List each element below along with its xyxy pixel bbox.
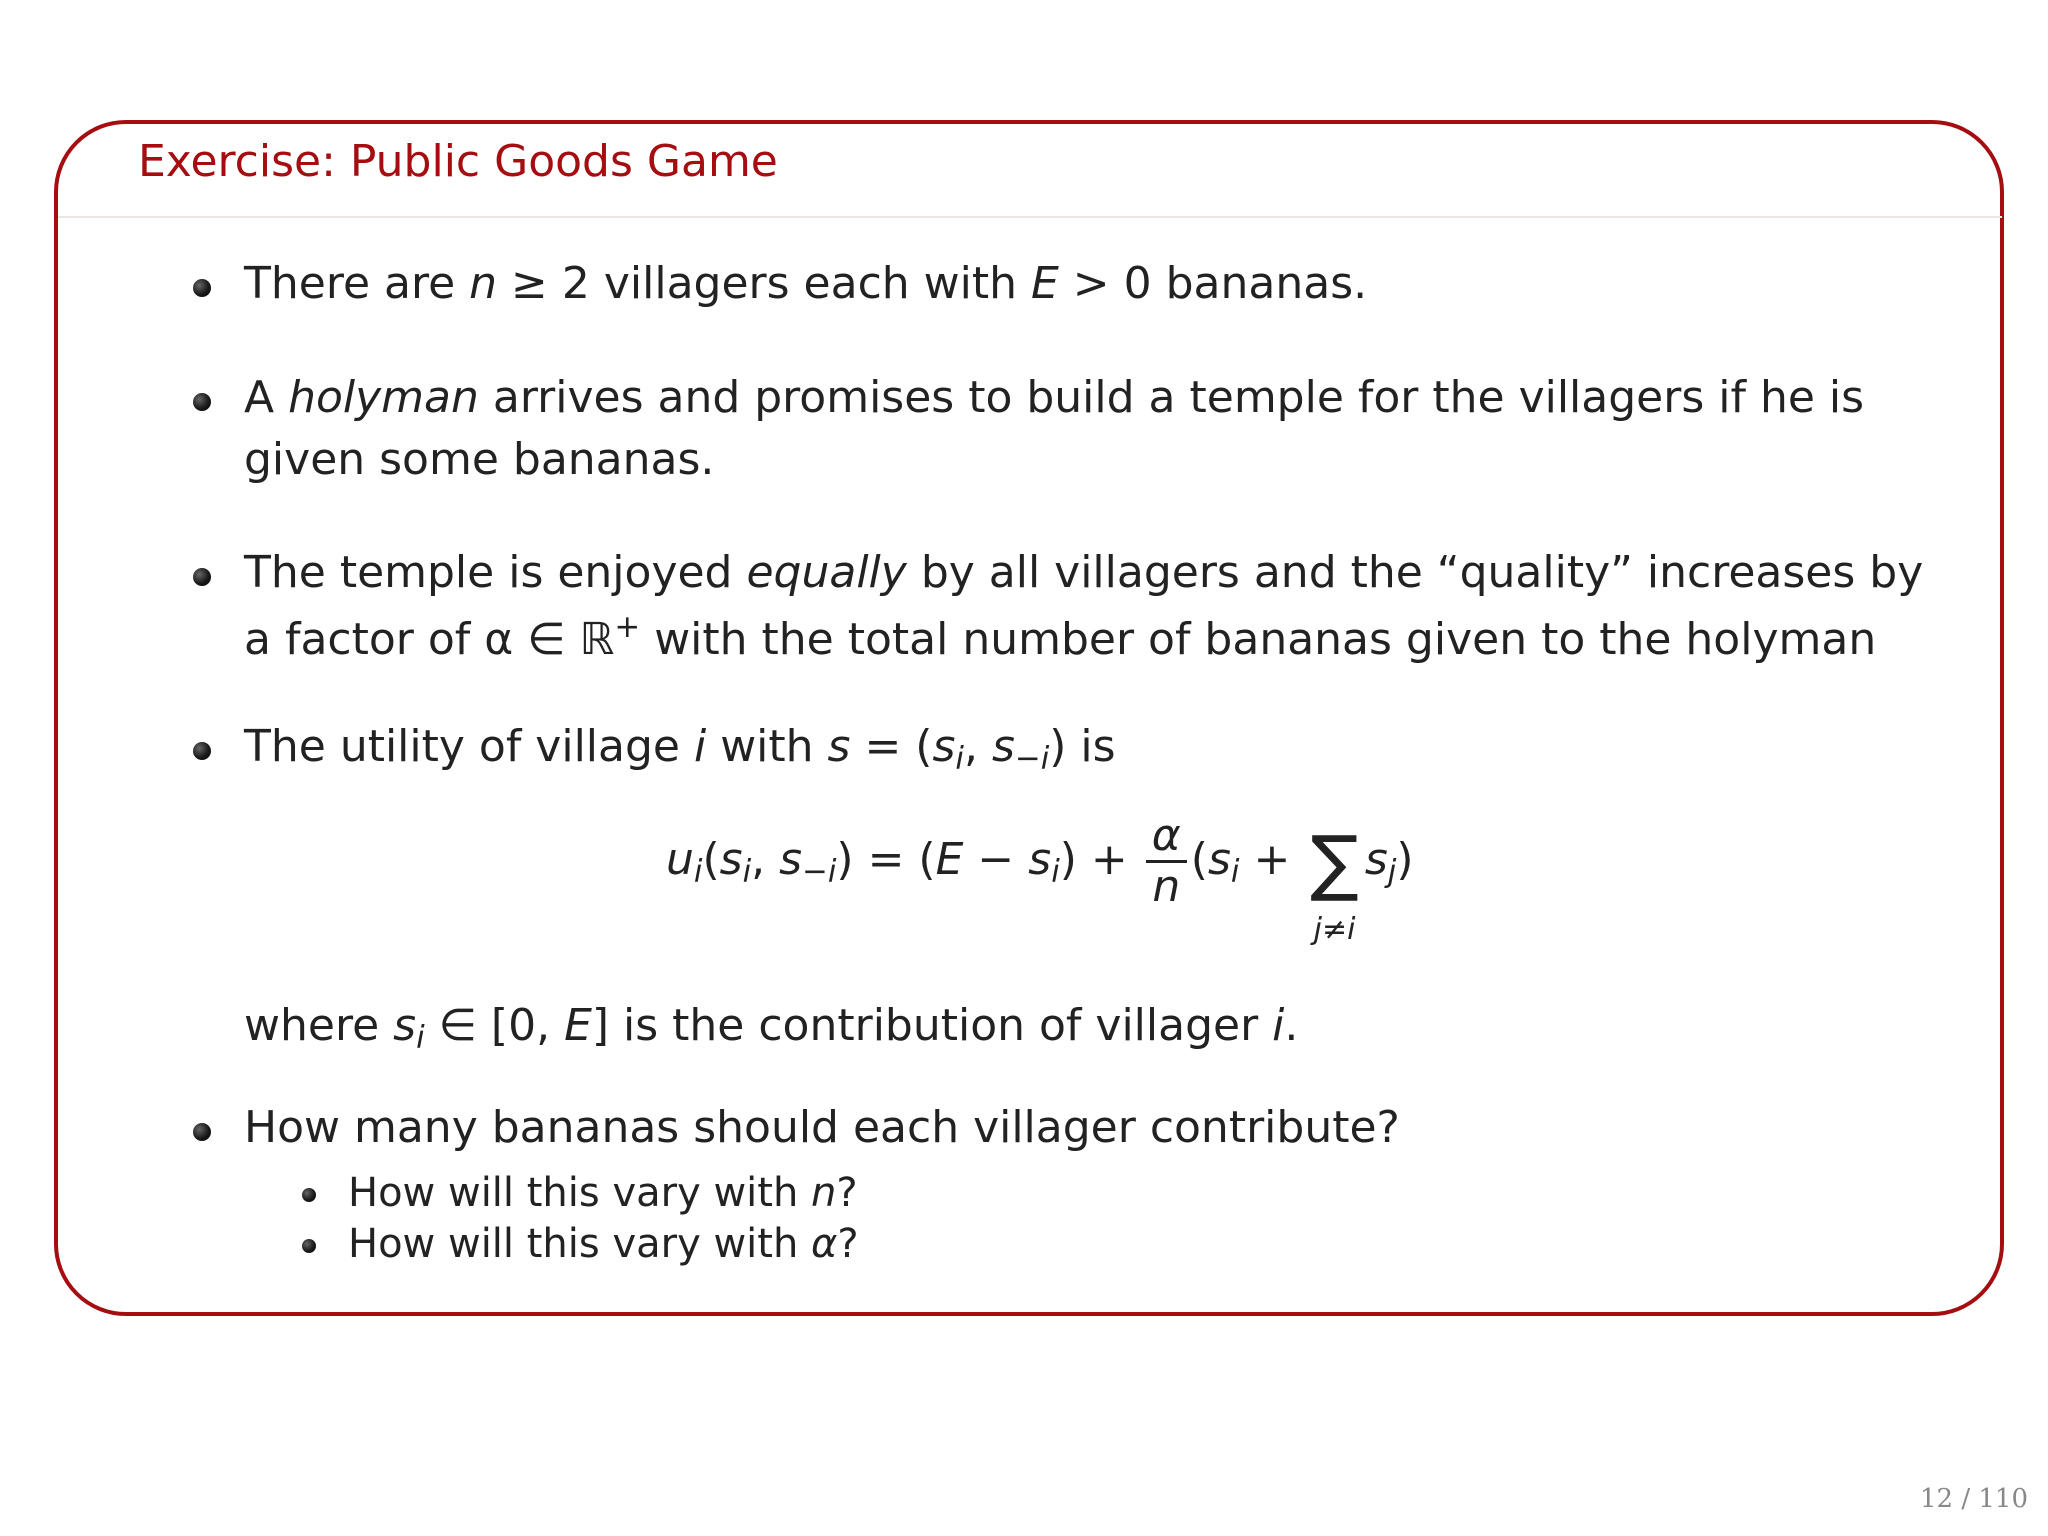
page-number: 12 / 110	[1920, 1484, 2028, 1514]
bullet-marker	[193, 568, 211, 586]
sub-bullet-marker	[302, 1188, 316, 1202]
bullet-3-line2: a factor of α ∈ ℝ+ with the total number of bananas given to the holyman	[244, 609, 1877, 665]
bullet-5-text: How many bananas should each villager contribute?	[244, 1102, 1400, 1153]
block-title: Exercise: Public Goods Game	[138, 136, 778, 187]
sub-bullet-1: How will this vary with n?	[348, 1170, 858, 1216]
utility-equation: $u_i(s_i$, $s_{-i}) = (E - s_i)$ + $\frac{\alpha}{n}$ ($s_i$ + ∑ j≠i $s_j$)	[666, 810, 1414, 947]
bullet-marker	[193, 742, 211, 760]
alpha-over-n-fraction: $\frac{\alpha}{n}$	[1146, 812, 1187, 912]
bullet-marker	[193, 279, 211, 297]
where-line: where $s_i$ ∈ [0, E] is the contribution of villager i.	[244, 1000, 1299, 1056]
sub-bullet-2: How will this vary with α?	[348, 1221, 859, 1267]
bullet-marker	[193, 1123, 211, 1141]
bullet-2-line1: A holyman arrives and promises to build a temple for the villagers if he is	[244, 372, 1865, 423]
bullet-1-text: There are n ≥ 2 villagers each with E > 0 bananas.	[244, 258, 1368, 309]
bullet-marker	[193, 393, 211, 411]
title-divider	[58, 216, 2002, 218]
summation: ∑ j≠i	[1310, 819, 1359, 947]
sub-bullet-marker	[302, 1239, 316, 1253]
bullet-4-text: The utility of village i with $s = (s_i$, $s_{-i}$) is	[244, 721, 1116, 777]
bullet-3-line1: The temple is enjoyed equally by all villagers and the “quality” increases by	[244, 547, 1924, 598]
bullet-2-line2: given some bananas.	[244, 434, 715, 485]
